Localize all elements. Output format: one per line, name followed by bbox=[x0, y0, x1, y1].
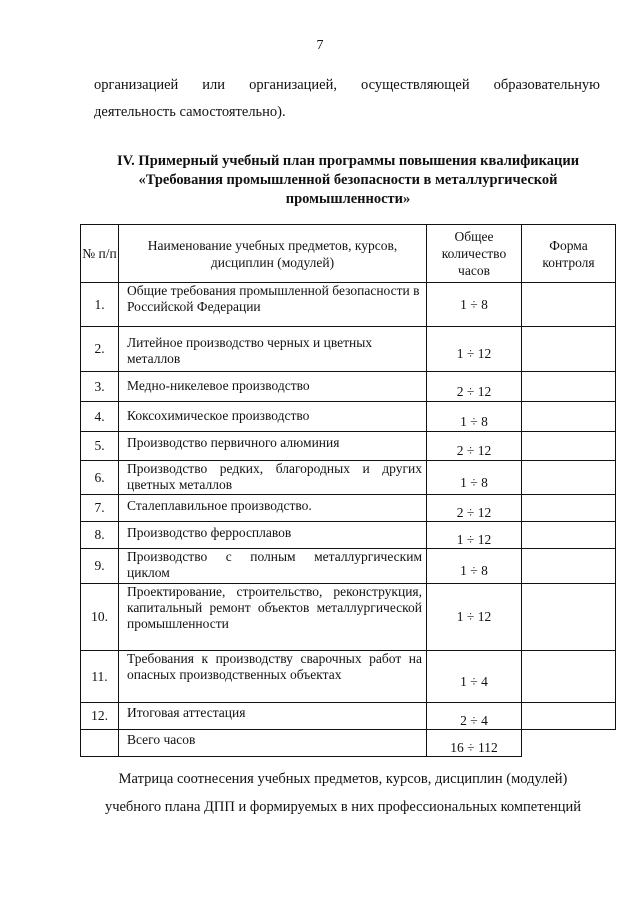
outro-line-1: Матрица соотнесения учебных предметов, курсов, дисциплин (модулей) bbox=[118, 771, 568, 787]
header-name: Наименование учебных предметов, курсов, дисциплин (модулей) bbox=[119, 225, 427, 283]
row-name: Производство с полным металлургическим циклом bbox=[119, 549, 427, 584]
row-num: 9. bbox=[81, 549, 119, 584]
row-name: Итоговая аттестация bbox=[119, 703, 427, 730]
section-title-line-2: «Требования промышленной безопасности в металлургической bbox=[138, 172, 558, 188]
row-form bbox=[522, 402, 616, 432]
table-row bbox=[81, 703, 616, 730]
row-hours: 1 ÷ 4 bbox=[427, 651, 522, 703]
row-num: 12. bbox=[81, 703, 119, 730]
row-name: Медно-никелевое производство bbox=[119, 372, 427, 402]
row-hours: 1 ÷ 12 bbox=[427, 327, 522, 372]
table-row bbox=[81, 327, 616, 372]
row-form bbox=[522, 327, 616, 372]
row-name: Производство редких, благородных и других цветных металлов bbox=[119, 461, 427, 495]
row-name: Коксохимическое производство bbox=[119, 402, 427, 432]
table-total-row bbox=[81, 730, 616, 757]
outro-paragraph bbox=[93, 765, 593, 821]
page-number: 7 bbox=[316, 38, 324, 53]
row-form bbox=[522, 461, 616, 495]
table-row bbox=[81, 495, 616, 522]
row-form bbox=[522, 522, 616, 549]
row-form bbox=[522, 495, 616, 522]
row-hours: 2 ÷ 12 bbox=[427, 432, 522, 461]
row-hours: 1 ÷ 12 bbox=[427, 584, 522, 651]
total-form-cell bbox=[522, 730, 616, 757]
table-row bbox=[81, 584, 616, 651]
row-num: 10. bbox=[81, 584, 119, 651]
outro-line-2: учебного плана ДПП и формируемых в них профессиональных компетенций bbox=[104, 799, 582, 815]
row-name: Требования к производству сварочных работ на опасных производственных объектах bbox=[119, 651, 427, 703]
row-hours: 2 ÷ 12 bbox=[427, 372, 522, 402]
total-label: Всего часов bbox=[119, 730, 427, 757]
row-num: 2. bbox=[81, 327, 119, 372]
section-title-line-1: IV. Примерный учебный план программы повышения квалификации bbox=[116, 153, 580, 169]
row-form bbox=[522, 283, 616, 327]
table-row bbox=[81, 522, 616, 549]
table-row bbox=[81, 372, 616, 402]
row-name: Литейное производство черных и цветных металлов bbox=[119, 327, 427, 372]
table-row bbox=[81, 651, 616, 703]
row-num: 8. bbox=[81, 522, 119, 549]
row-num: 11. bbox=[81, 651, 119, 703]
row-num: 7. bbox=[81, 495, 119, 522]
section-title bbox=[78, 152, 618, 209]
row-hours: 1 ÷ 8 bbox=[427, 402, 522, 432]
table-row bbox=[81, 283, 616, 327]
row-name: Производство первичного алюминия bbox=[119, 432, 427, 461]
row-form bbox=[522, 584, 616, 651]
row-num: 1. bbox=[81, 283, 119, 327]
total-num-cell bbox=[81, 730, 119, 757]
row-name: Производство ферросплавов bbox=[119, 522, 427, 549]
row-form bbox=[522, 549, 616, 584]
row-name: Проектирование, строительство, реконструкция, капитальный ремонт объектов металлургической промышленности bbox=[119, 584, 427, 651]
row-form bbox=[522, 432, 616, 461]
row-hours: 1 ÷ 8 bbox=[427, 461, 522, 495]
section-title-line-3: промышленности» bbox=[285, 191, 411, 207]
row-hours: 1 ÷ 8 bbox=[427, 283, 522, 327]
header-hours: Общее количество часов bbox=[427, 225, 522, 283]
row-name: Общие требования промышленной безопасности в Российской Федерации bbox=[119, 283, 427, 327]
intro-line-2: деятельность самостоятельно). bbox=[94, 104, 286, 120]
curriculum-table bbox=[80, 224, 616, 757]
row-hours: 1 ÷ 8 bbox=[427, 549, 522, 584]
total-hours: 16 ÷ 112 bbox=[427, 730, 522, 757]
table-header-row bbox=[81, 225, 616, 283]
header-num: № п/п bbox=[81, 225, 119, 283]
table-row bbox=[81, 549, 616, 584]
row-hours: 2 ÷ 4 bbox=[427, 703, 522, 730]
row-num: 5. bbox=[81, 432, 119, 461]
table-row bbox=[81, 402, 616, 432]
table-row bbox=[81, 432, 616, 461]
row-name: Сталеплавильное производство. bbox=[119, 495, 427, 522]
row-hours: 1 ÷ 12 bbox=[427, 522, 522, 549]
row-hours: 2 ÷ 12 bbox=[427, 495, 522, 522]
table-row bbox=[81, 461, 616, 495]
intro-paragraph bbox=[94, 72, 600, 126]
row-num: 3. bbox=[81, 372, 119, 402]
row-num: 6. bbox=[81, 461, 119, 495]
row-form bbox=[522, 372, 616, 402]
row-form bbox=[522, 651, 616, 703]
header-form: Форма контроля bbox=[522, 225, 616, 283]
row-form bbox=[522, 703, 616, 730]
row-num: 4. bbox=[81, 402, 119, 432]
intro-line-1: организацией или организацией, осуществляющей образовательную bbox=[94, 77, 600, 93]
